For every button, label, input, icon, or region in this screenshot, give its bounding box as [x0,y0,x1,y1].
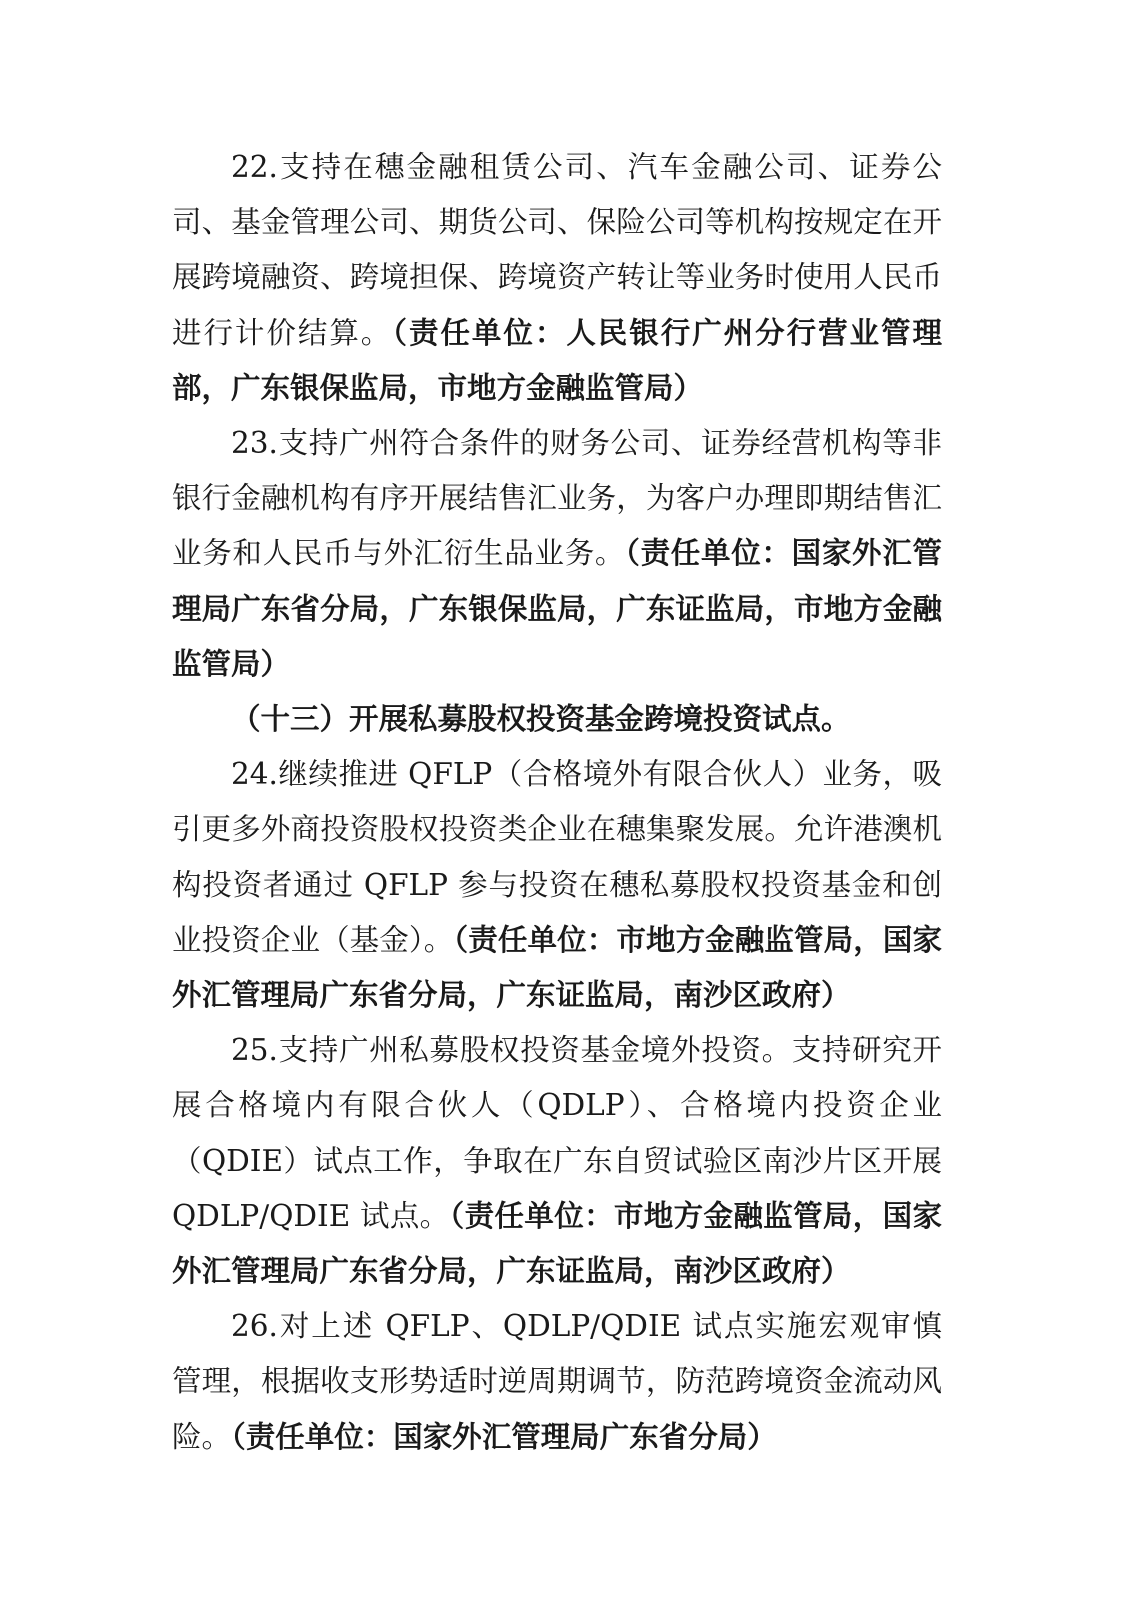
item-25-responsibility: （责任单位：市地方金融监管局，国家外汇管理局广东省分局，广东证监局，南沙区政府） [172,1198,942,1289]
item-23 [172,416,942,692]
section-heading-13: （十三）开展私募股权投资基金跨境投资试点。 [231,702,851,737]
item-23-body: 23.支持广州符合条件的财务公司、证券经营机构等非银行金融机构有序开展结售汇业务，为客户办理即期结售汇业务和人民币与外汇衍生品业务。 [172,426,942,571]
item-22 [172,140,942,416]
item-26 [172,1299,942,1465]
item-22-responsibility: （责任单位：人民银行广州分行营业管理部，广东银保监局，市地方金融监管局） [172,315,942,405]
item-26-body: 26.对上述 QFLP、QDLP/QDIE 试点实施宏观审慎管理，根据收支形势适时逆周期调节，防范跨境资金流动风险。 [172,1309,942,1454]
item-25-body: 25.支持广州私募股权投资基金境外投资。支持研究开展合格境内有限合伙人（QDLP）、合格境内投资企业（QDIE）试点工作，争取在广东自贸试验区南沙片区开展 QDLP/QDIE 试点。 [172,1033,942,1233]
item-22-body: 22.支持在穗金融租赁公司、汽车金融公司、证券公司、基金管理公司、期货公司、保险公司等机构按规定在开展跨境融资、跨境担保、跨境资产转让等业务时使用人民币进行计价结算。 [172,150,942,350]
item-24-body: 24.继续推进 QFLP（合格境外有限合伙人）业务，吸引更多外商投资股权投资类企业在穗集聚发展。允许港澳机构投资者通过 QFLP 参与投资在穗私募股权投资基金和创业投资企业（基金）。 [172,757,942,957]
document-body [172,140,942,1465]
item-24 [172,747,942,1023]
item-25 [172,1023,942,1299]
item-26-responsibility: （责任单位：国家外汇管理局广东省分局） [231,1419,777,1454]
item-24-responsibility: （责任单位：市地方金融监管局，国家外汇管理局广东省分局，广东证监局，南沙区政府） [172,922,942,1013]
item-23-responsibility: （责任单位：国家外汇管理局广东省分局，广东银保监局，广东证监局，市地方金融监管局） [172,536,942,681]
